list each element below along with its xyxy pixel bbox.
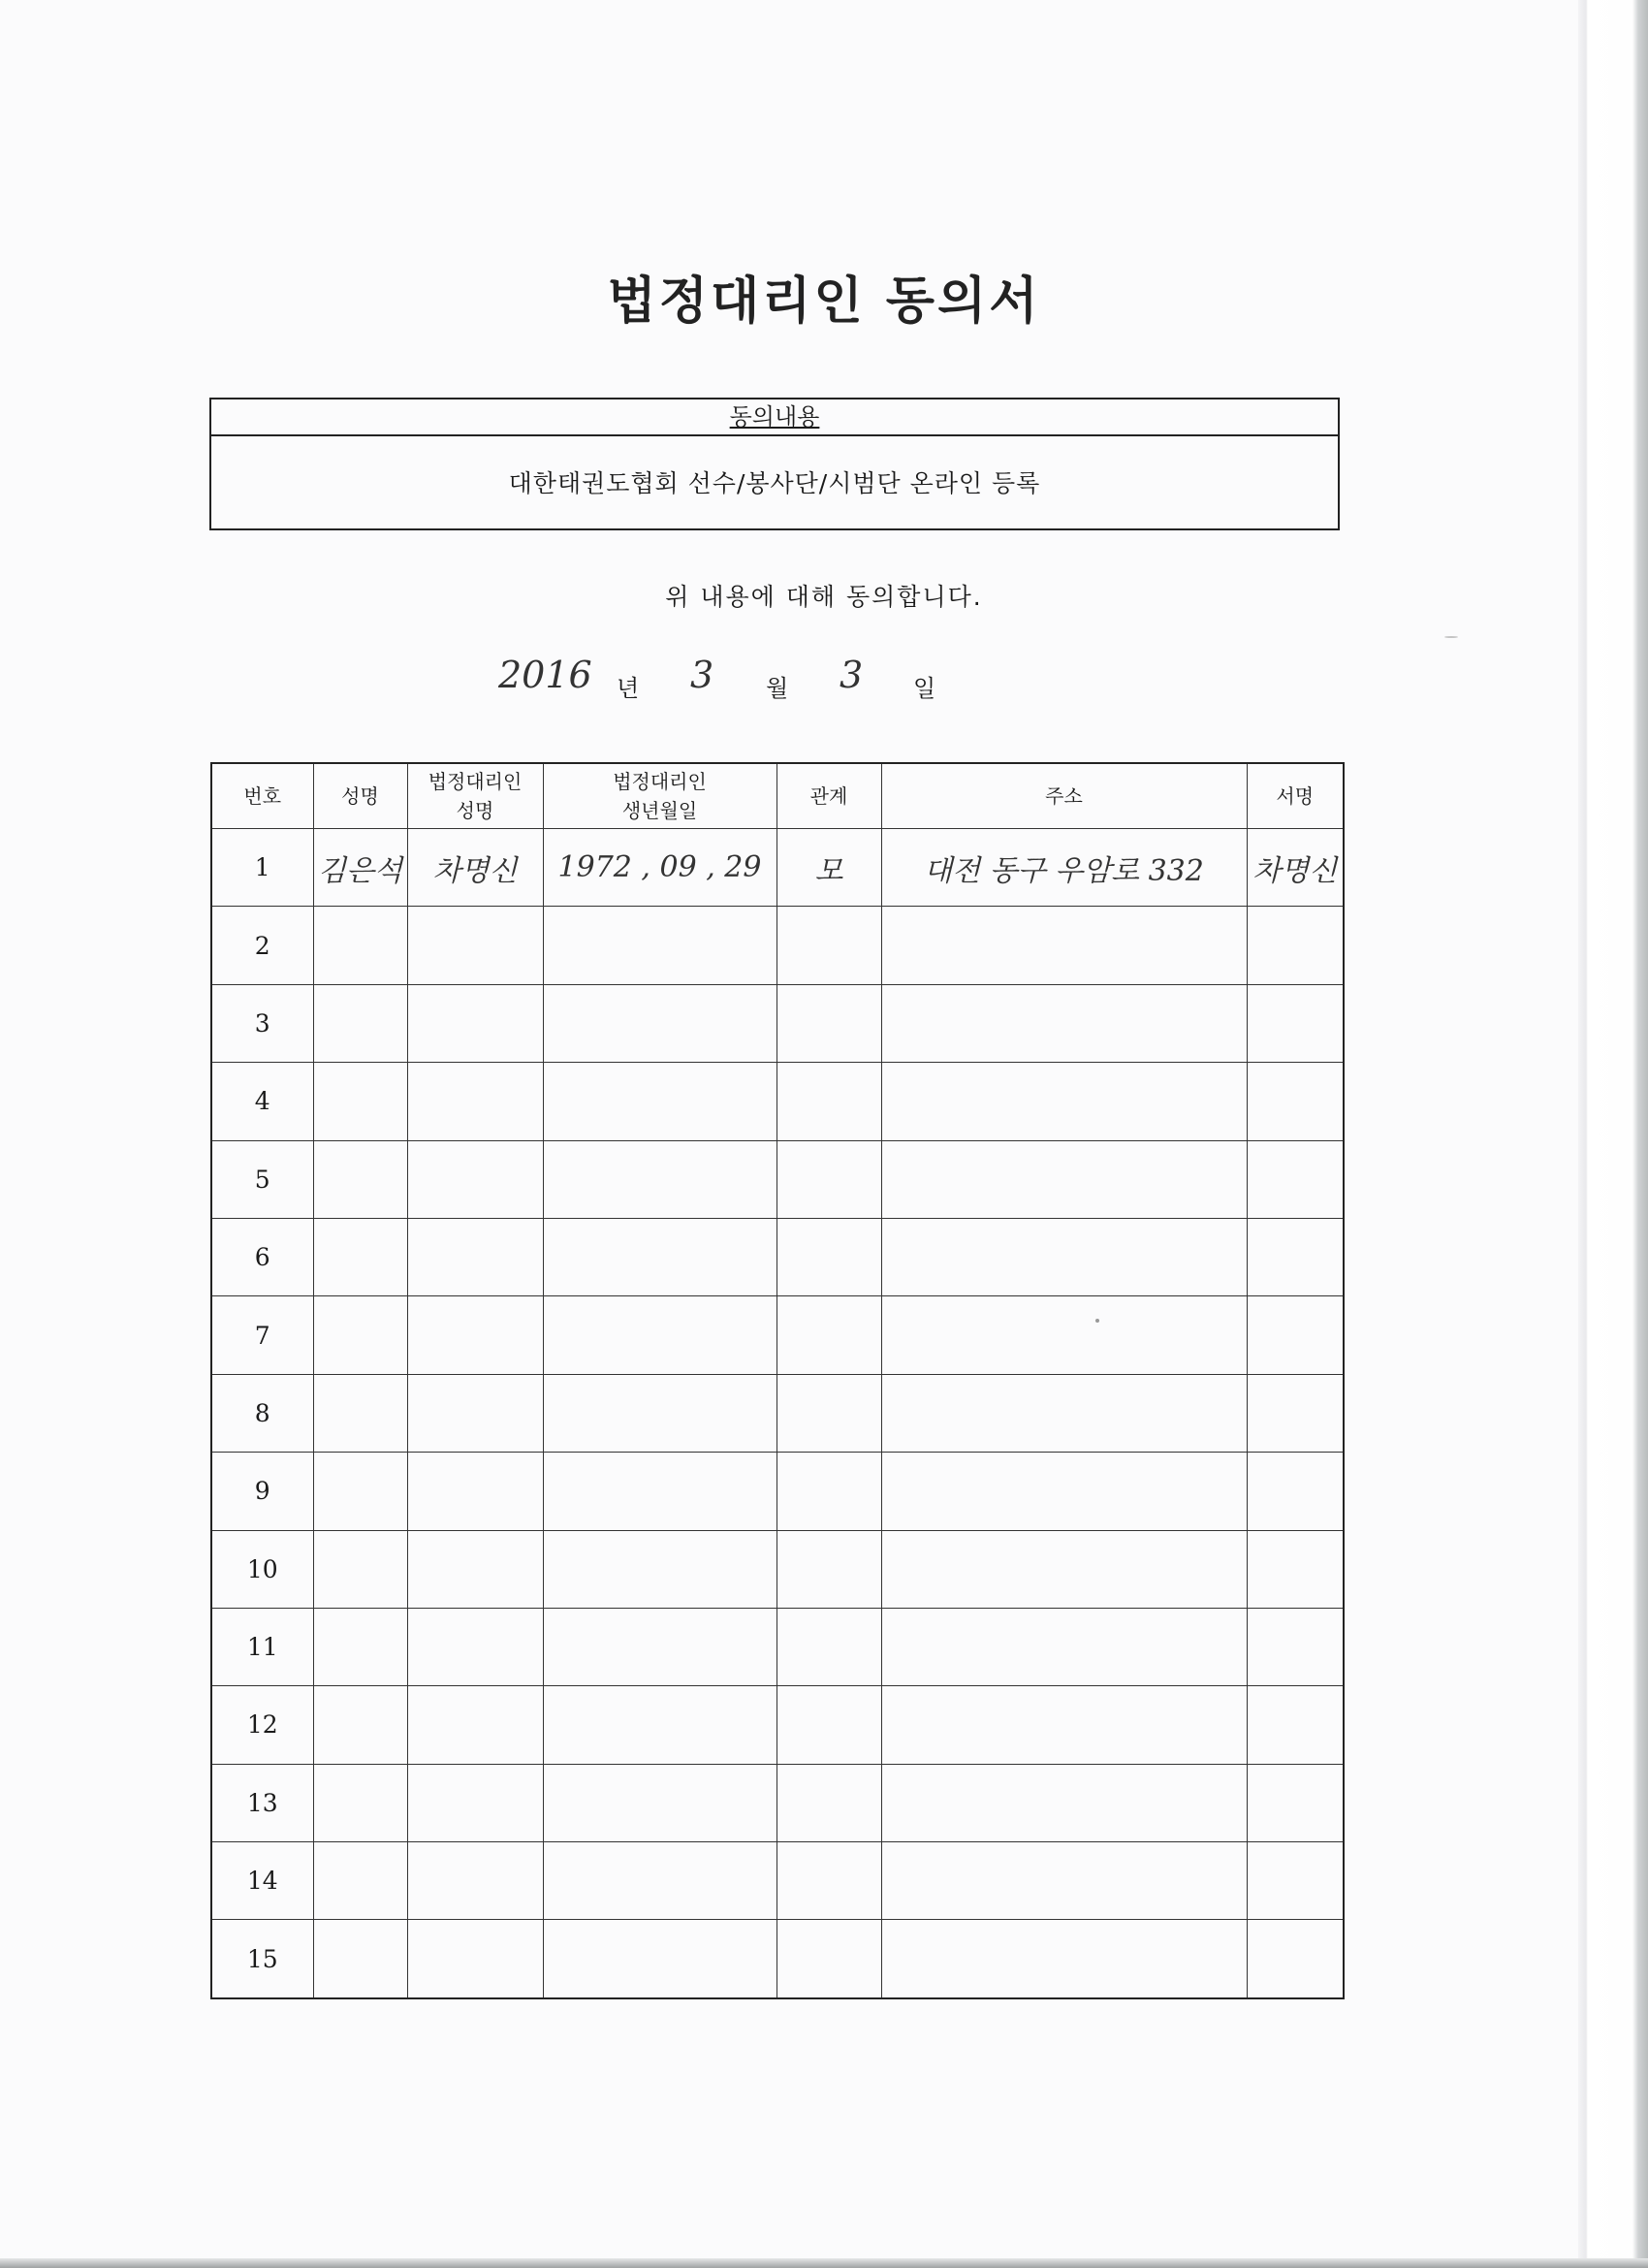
relation-cell (776, 1218, 881, 1295)
registration-table (210, 762, 1345, 1999)
address-cell (881, 1608, 1247, 1685)
guardian-name-cell (407, 1296, 543, 1374)
header-guardian-name: 법정대리인 성명 (407, 763, 543, 829)
row-number-cell: 15 (211, 1920, 313, 1998)
guardian-birthdate-cell (543, 1686, 776, 1764)
relation-cell (776, 1453, 881, 1530)
row-number-cell: 2 (211, 907, 313, 984)
guardian-name-cell (407, 907, 543, 984)
guardian-birthdate-cell (543, 1374, 776, 1452)
scan-speck (1444, 636, 1458, 638)
row-number-cell: 7 (211, 1296, 313, 1374)
relation-cell (776, 1608, 881, 1685)
guardian-name-cell (407, 1140, 543, 1218)
guardian-name-cell (407, 1608, 543, 1685)
address-cell (881, 1764, 1247, 1841)
table-row (211, 829, 1344, 907)
row-number-cell: 8 (211, 1374, 313, 1452)
student-name-cell (313, 907, 407, 984)
guardian-name-cell (407, 1374, 543, 1452)
guardian-name-cell (407, 1063, 543, 1140)
table-row (211, 984, 1344, 1062)
table-row (211, 1920, 1344, 1998)
header-signature: 서명 (1247, 763, 1344, 829)
guardian-birthdate-cell (543, 1842, 776, 1920)
address-cell (881, 1296, 1247, 1374)
guardian-birthdate-cell: 1972 , 09 , 29 (543, 829, 776, 907)
relation-cell (776, 1530, 881, 1608)
relation-cell (776, 984, 881, 1062)
date-year-unit: 년 (617, 675, 640, 702)
scan-speck (1095, 1319, 1099, 1323)
row-number-cell: 12 (211, 1686, 313, 1764)
row-number-cell: 5 (211, 1140, 313, 1218)
scan-right-edge (1578, 0, 1648, 2268)
student-name-cell (313, 984, 407, 1062)
table-row (211, 1764, 1344, 1841)
date-day-unit: 일 (913, 675, 936, 702)
header-relation: 관계 (776, 763, 881, 829)
address-cell (881, 1218, 1247, 1295)
student-name-cell: 김은석 (313, 829, 407, 907)
row-number-cell: 3 (211, 984, 313, 1062)
student-name-cell (313, 1140, 407, 1218)
guardian-name-cell (407, 1453, 543, 1530)
table-row (211, 1686, 1344, 1764)
address-cell (881, 1530, 1247, 1608)
consent-box (209, 398, 1340, 530)
header-address: 주소 (881, 763, 1247, 829)
table-row (211, 1218, 1344, 1295)
guardian-birthdate-cell (543, 1218, 776, 1295)
student-name-cell (313, 1374, 407, 1452)
table-row (211, 1842, 1344, 1920)
relation-cell (776, 1842, 881, 1920)
table-row (211, 1608, 1344, 1685)
table-row (211, 1140, 1344, 1218)
relation-cell (776, 1140, 881, 1218)
consent-header: 동의내용 (211, 399, 1338, 436)
row-number-cell: 10 (211, 1530, 313, 1608)
student-name-cell (313, 1764, 407, 1841)
signature-cell: 차명신 (1247, 829, 1344, 907)
signature-cell (1247, 1764, 1344, 1841)
relation-cell (776, 1374, 881, 1452)
date-day-handwritten: 3 (840, 654, 864, 696)
student-name-cell (313, 1920, 407, 1998)
signature-cell (1247, 1920, 1344, 1998)
table-row (211, 1453, 1344, 1530)
signature-cell (1247, 1374, 1344, 1452)
header-no: 번호 (211, 763, 313, 829)
relation-cell (776, 1296, 881, 1374)
relation-cell (776, 1764, 881, 1841)
signature-cell (1247, 1063, 1344, 1140)
table-row (211, 1063, 1344, 1140)
signature-cell (1247, 1608, 1344, 1685)
relation-cell: 모 (776, 829, 881, 907)
guardian-name-cell: 차명신 (407, 829, 543, 907)
guardian-birthdate-cell (543, 1063, 776, 1140)
date-month-handwritten: 3 (690, 654, 714, 696)
table-row (211, 907, 1344, 984)
row-number-cell: 13 (211, 1764, 313, 1841)
student-name-cell (313, 1530, 407, 1608)
row-number-cell: 6 (211, 1218, 313, 1295)
date-line (0, 648, 1648, 706)
relation-cell (776, 1686, 881, 1764)
relation-cell (776, 1063, 881, 1140)
address-cell (881, 1842, 1247, 1920)
student-name-cell (313, 1453, 407, 1530)
agreement-statement: 위 내용에 대해 동의합니다. (665, 583, 983, 611)
guardian-birthdate-cell (543, 1608, 776, 1685)
table-body (211, 829, 1344, 1998)
document-title: 법정대리인 동의서 (607, 272, 1041, 331)
address-cell (881, 907, 1247, 984)
address-cell (881, 1920, 1247, 1998)
guardian-name-cell (407, 1218, 543, 1295)
guardian-birthdate-cell (543, 1764, 776, 1841)
signature-cell (1247, 1453, 1344, 1530)
scan-bottom-edge (0, 2258, 1648, 2268)
signature-cell (1247, 1140, 1344, 1218)
signature-cell (1247, 907, 1344, 984)
relation-cell (776, 907, 881, 984)
address-cell: 대전 동구 우암로 332 (881, 829, 1247, 907)
student-name-cell (313, 1296, 407, 1374)
row-number-cell: 11 (211, 1608, 313, 1685)
guardian-name-cell (407, 1842, 543, 1920)
header-name: 성명 (313, 763, 407, 829)
signature-cell (1247, 1530, 1344, 1608)
signature-cell (1247, 1218, 1344, 1295)
guardian-name-cell (407, 1920, 543, 1998)
guardian-birthdate-cell (543, 1920, 776, 1998)
signature-cell (1247, 1842, 1344, 1920)
address-cell (881, 984, 1247, 1062)
table-header-row (211, 763, 1344, 829)
address-cell (881, 1686, 1247, 1764)
guardian-name-cell (407, 984, 543, 1062)
table-row (211, 1530, 1344, 1608)
guardian-birthdate-cell (543, 907, 776, 984)
row-number-cell: 14 (211, 1842, 313, 1920)
student-name-cell (313, 1686, 407, 1764)
row-number-cell: 1 (211, 829, 313, 907)
guardian-name-cell (407, 1686, 543, 1764)
address-cell (881, 1453, 1247, 1530)
signature-cell (1247, 984, 1344, 1062)
consent-content: 대한태권도협회 선수/봉사단/시범단 온라인 등록 (508, 469, 1041, 497)
date-year-handwritten: 2016 (498, 654, 592, 696)
table-row (211, 1296, 1344, 1374)
row-number-cell: 9 (211, 1453, 313, 1530)
guardian-birthdate-cell (543, 1140, 776, 1218)
address-cell (881, 1374, 1247, 1452)
address-cell (881, 1063, 1247, 1140)
signature-cell (1247, 1686, 1344, 1764)
guardian-name-cell (407, 1530, 543, 1608)
table-row (211, 1374, 1344, 1452)
date-month-unit: 월 (766, 675, 789, 702)
guardian-name-cell (407, 1764, 543, 1841)
relation-cell (776, 1920, 881, 1998)
guardian-birthdate-cell (543, 984, 776, 1062)
student-name-cell (313, 1842, 407, 1920)
student-name-cell (313, 1063, 407, 1140)
student-name-cell (313, 1608, 407, 1685)
guardian-birthdate-cell (543, 1453, 776, 1530)
signature-cell (1247, 1296, 1344, 1374)
guardian-birthdate-cell (543, 1296, 776, 1374)
header-guardian-birth: 법정대리인 생년월일 (543, 763, 776, 829)
guardian-birthdate-cell (543, 1530, 776, 1608)
student-name-cell (313, 1218, 407, 1295)
row-number-cell: 4 (211, 1063, 313, 1140)
address-cell (881, 1140, 1247, 1218)
